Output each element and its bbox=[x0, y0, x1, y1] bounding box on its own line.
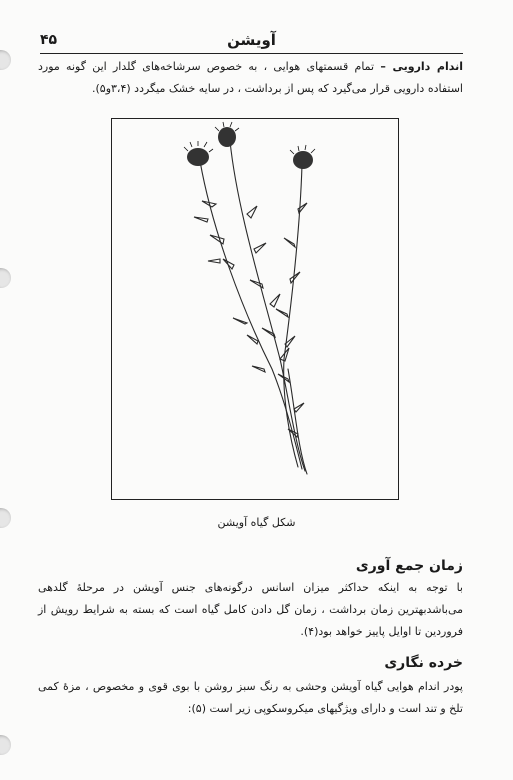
intro-paragraph bbox=[38, 56, 463, 100]
thyme-plant-illustration bbox=[112, 119, 398, 499]
intro-lead: اندام دارویی – bbox=[380, 60, 464, 73]
plant-figure bbox=[111, 118, 399, 500]
intro-text: تمام قسمتهای هوایی ، به خصوص سرشاخه‌های گلدار این گونه مورد استفاده دارویی قرار می‌گیرد که پس از برداشت ، در سایه خشک میگردد (۳،۴و۵). bbox=[38, 60, 463, 95]
section-body: پودر اندام هوایی گیاه آویشن وحشی به رنگ سبز روشن با بوی قوی و مخصوص ، مزهٔ کمی تلخ و تند است و دارای ویژگیهای میکروسکوپی زیر است (۵): bbox=[38, 680, 463, 715]
section-heading: زمان جمع آوری bbox=[355, 558, 463, 574]
flower-head bbox=[218, 127, 236, 147]
plant-stem bbox=[200, 161, 302, 469]
plant-stem bbox=[230, 141, 305, 471]
figure-caption: شکل گیاه آویشن bbox=[217, 516, 296, 529]
flower-heads bbox=[187, 127, 313, 169]
binder-hole bbox=[0, 50, 11, 70]
flower-head bbox=[293, 151, 313, 169]
section-heading: خرده نگاری bbox=[384, 655, 463, 671]
binder-hole bbox=[0, 268, 11, 288]
running-title: آویشن bbox=[227, 31, 276, 49]
plant-stem bbox=[288, 369, 307, 474]
flower-head bbox=[187, 148, 209, 166]
header-rule bbox=[40, 53, 463, 54]
binder-hole bbox=[0, 735, 11, 755]
page-number: ۴۵ bbox=[40, 32, 58, 48]
page-header bbox=[40, 30, 463, 52]
section-body: با توجه به اینکه حداکثر میزان اسانس درگونه‌های جنس آویشن در مرحلهٔ گلدهی می‌باشدبهترین زمان برداشت ، زمان گل دادن کامل گیاه است که بسته به شرایط رویش از فروردین تا اوایل پاییز خواهد بود(۴). bbox=[38, 581, 463, 638]
